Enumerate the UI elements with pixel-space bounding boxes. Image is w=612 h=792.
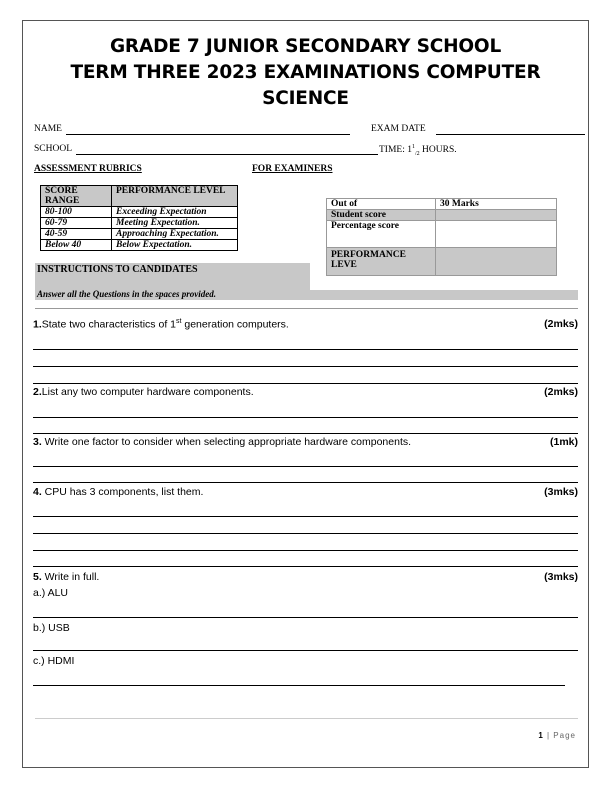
table-row: 80-100 Exceeding Expectation: [41, 207, 238, 218]
exam-date-field[interactable]: [436, 134, 585, 135]
table-row: PERFORMANCE LEVE: [327, 248, 557, 276]
answer-line[interactable]: [33, 482, 578, 483]
answer-line[interactable]: [33, 617, 578, 618]
percentage-score-cell[interactable]: [436, 221, 557, 248]
time-label: TIME: $1^1_{/2}$ HOURS.: [379, 144, 457, 158]
examiners-heading: FOR EXAMINERS: [252, 164, 333, 174]
performance-level-cell[interactable]: [436, 248, 557, 276]
answer-line[interactable]: [33, 383, 578, 384]
answer-line[interactable]: [33, 349, 578, 350]
answer-line[interactable]: [33, 550, 578, 551]
separator: [35, 308, 578, 309]
answer-line[interactable]: [33, 566, 578, 567]
exam-date-label: EXAM DATE: [371, 124, 426, 134]
examiners-table: [326, 198, 557, 276]
table-row: Student score: [327, 210, 557, 221]
instructions-heading: INSTRUCTIONS TO CANDIDATES: [37, 264, 198, 275]
table-row: Percentage score: [327, 221, 557, 248]
rubrics-header: PERFORMANCE LEVEL: [112, 186, 238, 207]
page-number: 1 | Page: [538, 731, 576, 740]
answer-line[interactable]: [33, 466, 578, 467]
question-5b: b.) USB: [33, 622, 70, 634]
name-field[interactable]: [66, 134, 350, 135]
student-score-cell[interactable]: [436, 210, 557, 221]
answer-line[interactable]: [33, 433, 578, 434]
answer-line[interactable]: [33, 516, 578, 517]
title-line-2: TERM THREE 2023 EXAMINATIONS COMPUTER: [70, 62, 541, 83]
answer-line[interactable]: [33, 650, 578, 651]
instructions-text: Answer all the Questions in the spaces provided.: [37, 289, 217, 299]
answer-line[interactable]: [33, 417, 578, 418]
table-row: Below 40 Below Expectation.: [41, 240, 238, 251]
question-3: 3. Write one factor to consider when selecting appropriate hardware components. (1mk): [33, 436, 578, 448]
answer-line[interactable]: [33, 366, 578, 367]
answer-line[interactable]: [33, 685, 565, 686]
name-label: NAME: [34, 124, 62, 134]
question-4: 4. CPU has 3 components, list them. (3mks): [33, 486, 578, 498]
question-5: 5. Write in full. (3mks): [33, 571, 578, 583]
question-5c: c.) HDMI: [33, 655, 75, 667]
rubrics-header: SCORE RANGE: [41, 186, 112, 207]
question-1: 1.State two characteristics of 1st generation computers. (2mks): [33, 318, 578, 331]
title-line-1: GRADE 7 JUNIOR SECONDARY SCHOOL: [109, 36, 502, 57]
footer-divider: [35, 718, 578, 719]
school-label: SCHOOL: [34, 144, 73, 154]
rubrics-table: [40, 185, 238, 251]
question-2: 2.List any two computer hardware components. (2mks): [33, 386, 578, 398]
school-field[interactable]: [76, 154, 378, 155]
answer-line[interactable]: [33, 533, 578, 534]
question-5a: a.) ALU: [33, 587, 69, 599]
table-row: 60-79 Meeting Expectation.: [41, 218, 238, 229]
title-line-3: SCIENCE: [262, 88, 349, 109]
table-row: Out of 30 Marks: [327, 199, 557, 210]
table-row: 40-59 Approaching Expectation.: [41, 229, 238, 240]
rubrics-heading: ASSESSMENT RUBRICS: [34, 164, 142, 174]
